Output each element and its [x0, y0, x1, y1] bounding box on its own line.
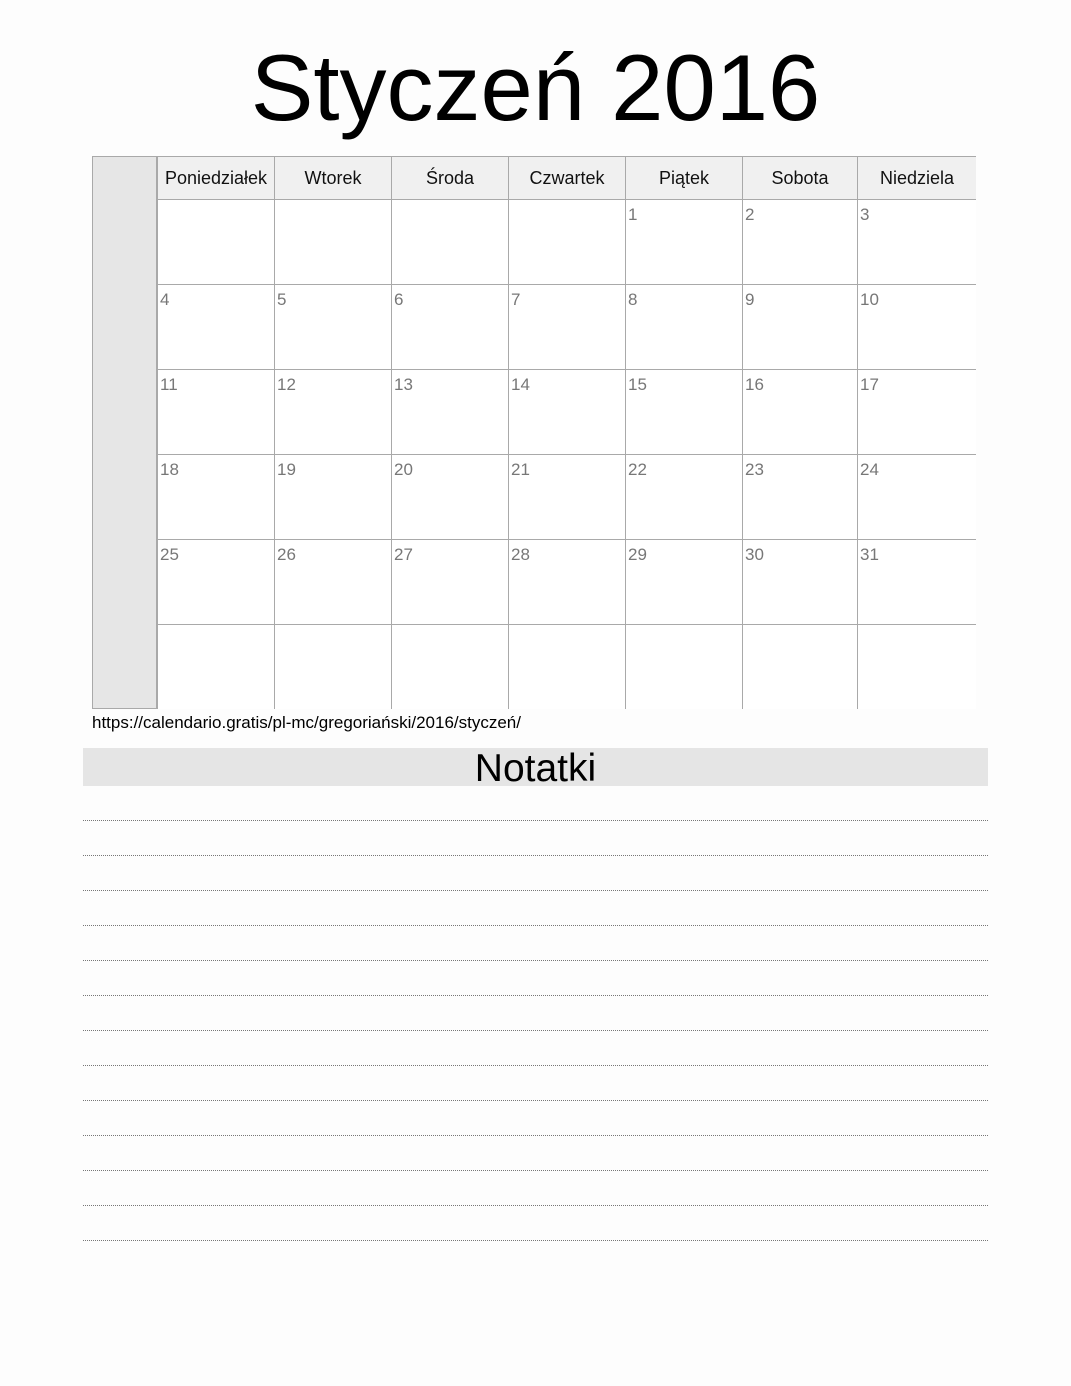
day-cell	[742, 369, 857, 454]
day-cell	[625, 624, 742, 709]
day-cell	[157, 624, 274, 709]
note-line	[83, 1101, 988, 1136]
day-number: 20	[394, 460, 413, 479]
day-number: 13	[394, 375, 413, 394]
note-line	[83, 1136, 988, 1171]
day-number: 29	[628, 545, 647, 564]
note-line	[83, 926, 988, 961]
weekday-header: Wtorek	[274, 156, 391, 199]
day-number: 27	[394, 545, 413, 564]
day-number: 24	[860, 460, 879, 479]
day-cell	[274, 539, 391, 624]
note-line	[83, 821, 988, 856]
day-number: 19	[277, 460, 296, 479]
note-line	[83, 996, 988, 1031]
day-cell	[625, 539, 742, 624]
day-number: 8	[628, 290, 638, 309]
weekday-header: Piątek	[625, 156, 742, 199]
day-cell	[625, 369, 742, 454]
day-cell	[157, 539, 274, 624]
note-line	[83, 1066, 988, 1101]
day-cell	[157, 454, 274, 539]
day-cell	[391, 539, 508, 624]
day-number: 16	[745, 375, 764, 394]
day-cell	[508, 369, 625, 454]
day-number: 18	[160, 460, 179, 479]
source-url: https://calendario.gratis/pl-mc/gregoriański/2016/styczeń/	[92, 713, 521, 732]
note-line	[83, 1031, 988, 1066]
day-cell	[391, 199, 508, 284]
day-number: 6	[394, 290, 404, 309]
day-cell	[157, 369, 274, 454]
day-cell	[157, 199, 274, 284]
day-number: 12	[277, 375, 296, 394]
day-number: 10	[860, 290, 879, 309]
day-number: 7	[511, 290, 521, 309]
day-number: 11	[160, 375, 178, 394]
day-cell	[508, 284, 625, 369]
weekday-header: Poniedziałek	[157, 156, 274, 199]
note-line	[83, 961, 988, 996]
day-cell	[391, 284, 508, 369]
day-number: 26	[277, 545, 296, 564]
day-number: 2	[745, 205, 755, 224]
day-number: 31	[860, 545, 879, 564]
day-cell	[742, 624, 857, 709]
month-grid	[157, 156, 976, 709]
day-cell	[742, 539, 857, 624]
day-cell	[857, 539, 976, 624]
day-number: 15	[628, 375, 647, 394]
day-number: 9	[745, 290, 755, 309]
day-number: 5	[277, 290, 287, 309]
day-cell	[742, 284, 857, 369]
day-cell	[508, 539, 625, 624]
day-cell	[274, 284, 391, 369]
day-cell	[274, 624, 391, 709]
day-number: 23	[745, 460, 764, 479]
day-cell	[508, 199, 625, 284]
day-number: 4	[160, 290, 170, 309]
day-cell	[274, 454, 391, 539]
day-number: 30	[745, 545, 764, 564]
day-cell	[391, 624, 508, 709]
day-cell	[857, 199, 976, 284]
weekday-header: Niedziela	[857, 156, 976, 199]
page-title: Styczeń 2016	[250, 35, 821, 140]
day-cell	[742, 454, 857, 539]
note-line	[83, 1206, 988, 1241]
weekday-header: Czwartek	[508, 156, 625, 199]
day-cell	[157, 284, 274, 369]
calendar-grid	[92, 156, 976, 709]
day-cell	[857, 624, 976, 709]
note-line	[83, 856, 988, 891]
notes-lines	[83, 786, 988, 1241]
weekday-header: Środa	[391, 156, 508, 199]
day-cell	[508, 454, 625, 539]
day-number: 25	[160, 545, 179, 564]
day-cell	[391, 369, 508, 454]
day-cell	[625, 284, 742, 369]
weekday-header: Sobota	[742, 156, 857, 199]
day-cell	[274, 369, 391, 454]
note-line	[83, 891, 988, 926]
day-number: 22	[628, 460, 647, 479]
day-cell	[508, 624, 625, 709]
day-number: 28	[511, 545, 530, 564]
day-cell	[625, 454, 742, 539]
week-number-column	[92, 156, 157, 709]
day-cell	[857, 284, 976, 369]
day-cell	[391, 454, 508, 539]
day-cell	[742, 199, 857, 284]
note-line	[83, 1171, 988, 1206]
day-cell	[857, 369, 976, 454]
day-cell	[625, 199, 742, 284]
day-cell	[857, 454, 976, 539]
day-number: 14	[511, 375, 530, 394]
day-number: 17	[860, 375, 879, 394]
day-number: 21	[511, 460, 530, 479]
day-cell	[274, 199, 391, 284]
notes-title: Notatki	[83, 748, 988, 786]
note-line	[83, 786, 988, 821]
day-number: 1	[628, 205, 638, 224]
day-number: 3	[860, 205, 870, 224]
